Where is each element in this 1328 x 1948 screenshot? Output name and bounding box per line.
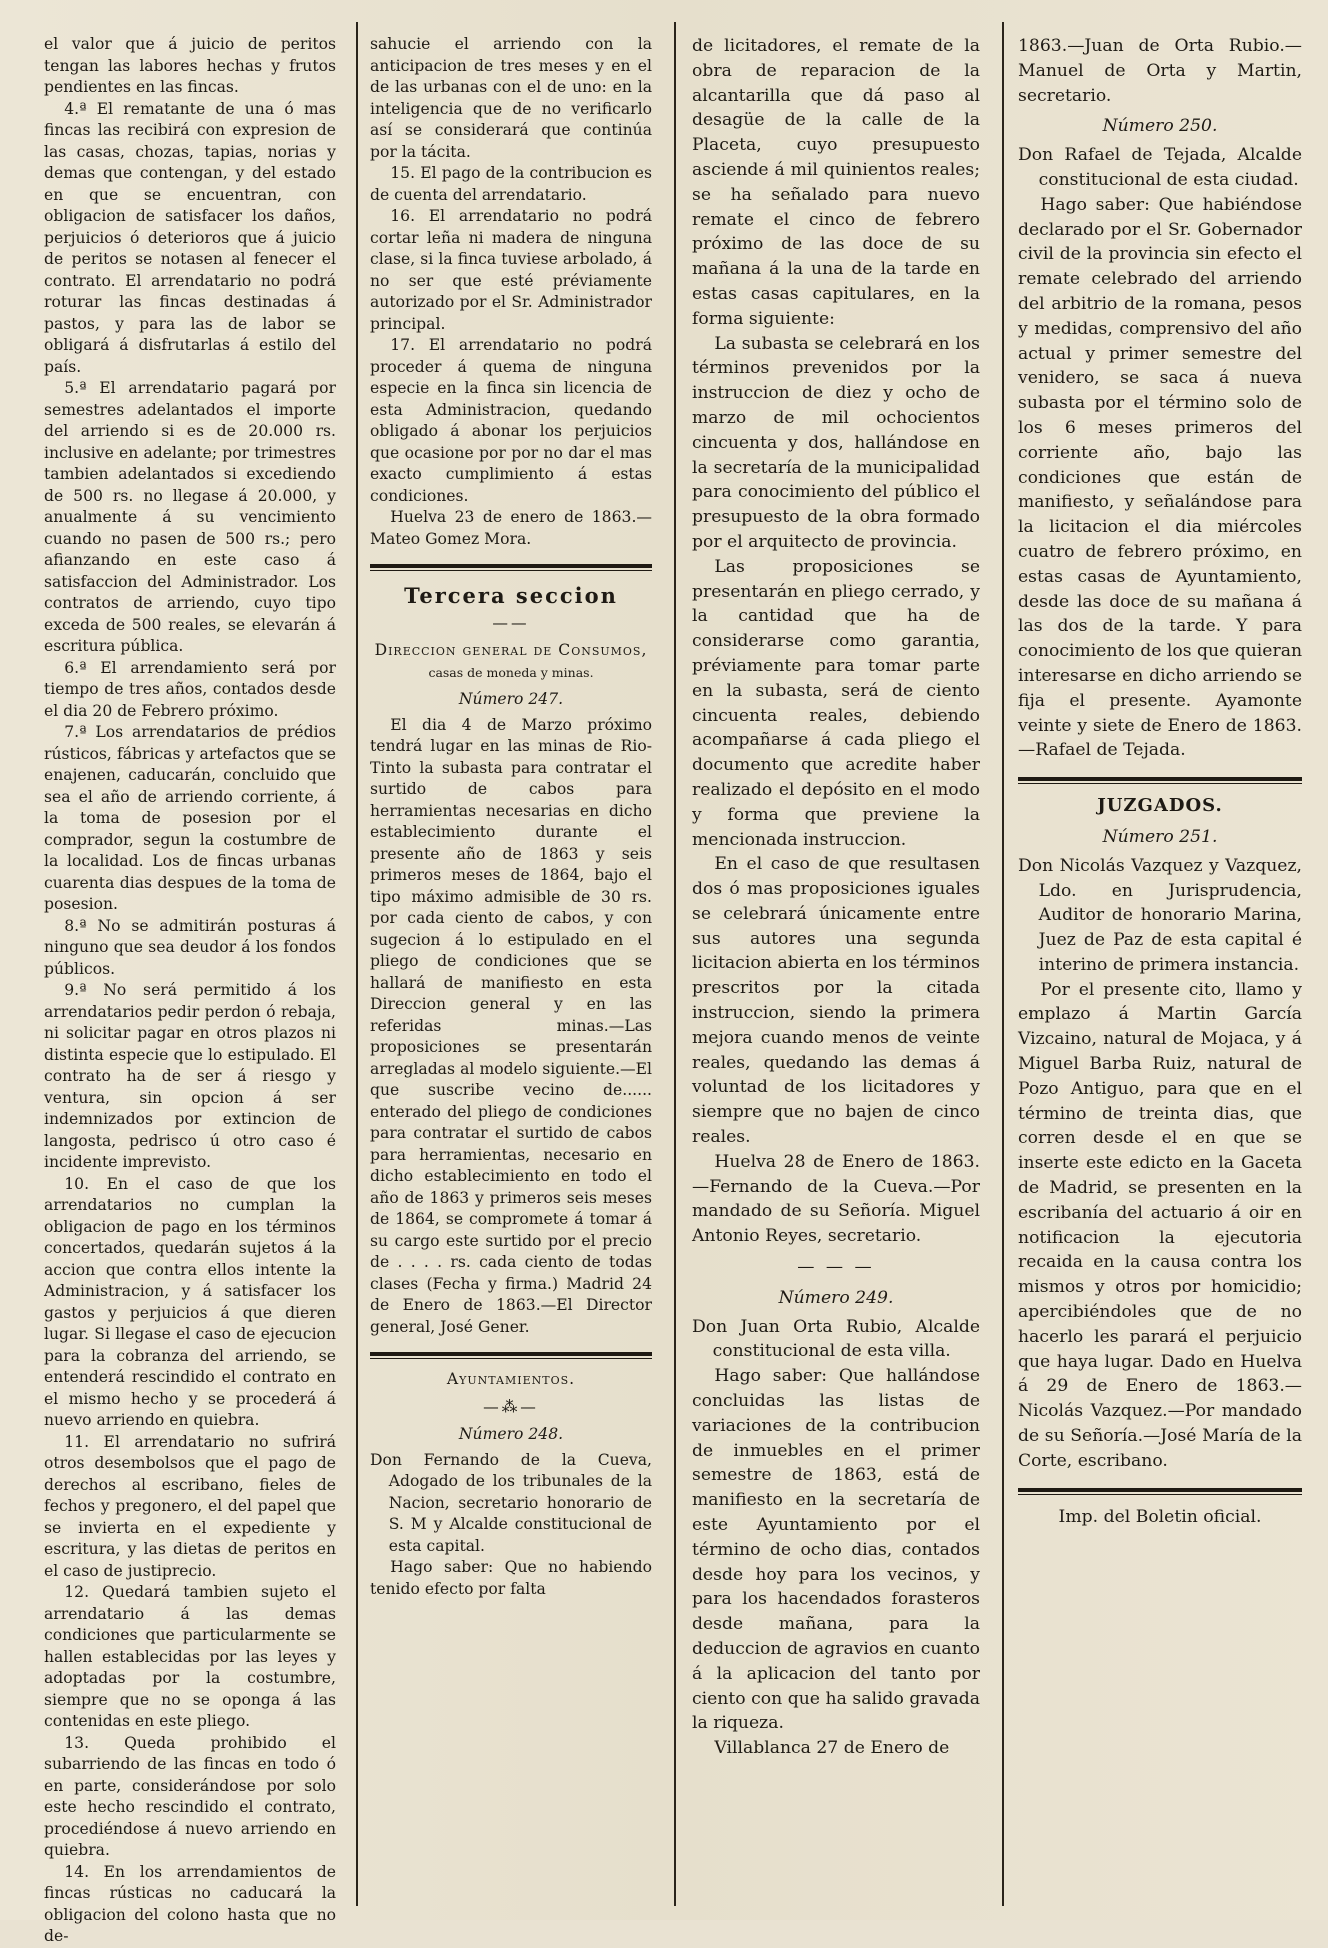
paragraph: 10. En el caso de que los arrendatarios no cumplan la obligacion de pago en los términos concertados, quedarán sujetos á la accion que contra ellos intente la Administracion, y á satisfacer los gastos y perjuicios á que dieren lugar. Si llegase el caso de ejecucion para la cobranza del arriendo, se entenderá rescindido el contrato en el mismo hecho y se procederá á nuevo arriendo en quiebra.: [44, 1174, 336, 1429]
section-divider: [370, 1358, 652, 1359]
notice-number: Número 251.: [1102, 826, 1218, 847]
notice-intro: Don Juan Orta Rubio, Alcalde constitucional de esta villa.: [692, 1316, 980, 1362]
column-rule: [1002, 22, 1004, 1906]
paragraph: Hago saber: Que hallándose concluidas las listas de variaciones de la contribucion de inmuebles en el primer semestre de 1863, está de manifiesto en la secretaría de este Ayuntamiento por el término de ocho dias, contados desde hoy para los vecinos, y para los hacendados forasteros desde mañana, para la deduccion de agravios en cuanto á la aplicacion del tanto por ciento con que ha salido gravada la riqueza.: [692, 1366, 980, 1734]
paragraph: La subasta se celebrará en los términos prevenidos por la instruccion de diez y ocho de marzo de mil ochocientos cincuenta y dos, hallándose en la secretaría de la municipalidad para conocimiento del público el presupuesto de la obra formado por el arquitecto de provincia.: [692, 333, 980, 552]
paragraph: Las proposiciones se presentarán en pliego cerrado, y la cantidad que ha de considerarse como garantia, préviamente para tomar parte en la subasta, será de ciento cincuenta reales, debiendo acompañarse á cada pliego el documento que acredite haber realizado el depósito en el modo y forma que previene la mencionada instruccion.: [692, 556, 980, 850]
column-4: [1018, 34, 1302, 1900]
paragraph: 14. En los arrendamientos de fincas rústicas no caducará la obligacion del colono hasta que no de-: [44, 1862, 336, 1945]
paragraph: 15. El pago de la contribucion es de cuenta del arrendatario.: [370, 164, 652, 204]
paragraph: Por el presente cito, llamo y emplazo á Martin García Vizcaino, natural de Mojaca, y á Miguel Barba Ruiz, natural de Pozo Antiguo, para que en el término de treinta dias, que corren desde el en que se inserte este edicto en la Gaceta de Madrid, se presenten en la escribanía del actuario á oir en notificacion la ejecutoria recaida en la causa contra los mismos y otros por homicidio; apercibiéndoles que de no hacerlo les parará el perjuicio que haya lugar. Dado en Huelva á 29 de Enero de 1863.—Nicolás Vazquez.—Por mandado de su Señoría.—José María de la Corte, escribano.: [1018, 979, 1302, 1471]
paragraph: 6.ª El arrendamiento será por tiempo de tres años, contados desde el dia 20 de Febrero próximo.: [44, 658, 336, 720]
paragraph: 9.ª No será permitido á los arrendatarios pedir perdon ó rebaja, ni solicitar pagar en otros plazos ni distinta especie que lo estipulado. El contrato ha de ser á riesgo y ventura, sin opcion á ser indemnizados por extincion de langosta, pedrisco ú otro caso é incidente imprevisto.: [44, 981, 336, 1171]
paragraph: 12. Quedará tambien sujeto el arrendatario á las demas condiciones que particularmente se hallen establecidas por las leyes y adoptadas por la costumbre, siempre que no se oponga á las contenidas en este pliego.: [44, 1583, 336, 1730]
section-divider: [1018, 1488, 1302, 1492]
section-heading: JUZGADOS.: [1097, 795, 1223, 817]
signature: 1863.—Juan de Orta Rubio.—Manuel de Orta y Martin, secretario.: [1018, 36, 1302, 106]
section-divider: [370, 564, 652, 568]
notice-number: Número 248.: [458, 1425, 564, 1443]
paragraph: 16. El arrendatario no podrá cortar leña ni madera de ninguna clase, si la finca tuviese arbolado, á no ser que esté préviamente autorizado por el Sr. Administrador principal.: [370, 207, 652, 333]
column-1: [44, 34, 336, 1945]
signature: Huelva 28 de Enero de 1863.—Fernando de la Cueva.—Por mandado de su Señoría. Miguel Antonio Reyes, secretario.: [692, 1151, 980, 1247]
paragraph: 8.ª No se admitirán posturas á ninguno que sea deudor á los fondos públicos.: [44, 916, 336, 978]
paragraph: el valor que á juicio de peritos tengan las labores hechas y frutos pendientes en las fincas.: [44, 35, 336, 96]
paragraph: 4.ª El rematante de una ó mas fincas las recibirá con expresion de las casas, chozas, tapias, norias y demas que contengan, y del estado en que se encuentran, con obligacion de satisfacer los daños, perjuicios ó deterioros que á juicio de peritos se notasen al fenecer el contrato. El arrendatario no podrá roturar las fincas destinadas á pastos, y para las de labor se obligará á disfrutarlas á estilo del país.: [44, 99, 336, 376]
column-2: [370, 34, 652, 1900]
notice-number: Número 250.: [1102, 116, 1218, 137]
department-subheading: casas de moneda y minas.: [428, 664, 594, 680]
imprint: Imp. del Boletin oficial.: [1058, 1506, 1262, 1527]
section-divider: [1018, 777, 1302, 781]
section-divider: [1018, 783, 1302, 784]
notice-intro: Don Rafael de Tejada, Alcalde constitucional de esta ciudad.: [1018, 145, 1302, 190]
paragraph: sahucie el arriendo con la anticipacion de tres meses y en el de las urbanas con el de uno: en la inteligencia que de no verificarlo así se considerará que continúa por la tácita.: [370, 35, 652, 161]
notice-intro: Don Fernando de la Cueva, Adogado de los tribunales de la Nacion, secretario honorario de S. M y Alcalde constitucional de esta capital.: [370, 1450, 652, 1555]
paragraph: El dia 4 de Marzo próximo tendrá lugar en las minas de Rio-Tinto la subasta para contratar el surtido de cabos para herramientas necesarias en dicho establecimiento durante el presente año de 1863 y seis primeros meses de 1864, bajo el tipo máximo admisible de 30 rs. por cada ciento de cabos, y con sugecion á lo estipulado en el pliego de condiciones que se hallará de manifiesto en esta Direccion general y en las referidas minas.—Las proposiciones se presentarán arregladas al modelo siguiente.—El que suscribe vecino de...... enterado del pliego de condiciones para contratar el surtido de cabos para herramientas, necesario en dicho establecimiento en todo el año de 1863 y primeros seis meses de 1864, se compromete á tomar á su cargo este surtido por el precio de . . . . rs. cada ciento de todas clases (Fecha y firma.) Madrid 24 de Enero de 1863.—El Director general, José Gener.: [370, 715, 652, 1336]
notice-number: Número 247.: [458, 690, 564, 708]
paragraph: 13. Queda prohibido el subarriendo de las fincas en todo ó en parte, considerándose por solo este hecho rescindido el contrato, procediéndose á nuevo arriendo en quiebra.: [44, 1733, 336, 1859]
notice-intro: Don Nicolás Vazquez y Vazquez, Ldo. en Jurisprudencia, Auditor de honorario Marina, Juez de Paz de esta capital é interino de primera instancia.: [1018, 855, 1302, 975]
signature: Villablanca 27 de Enero de: [714, 1738, 950, 1759]
department-heading: Direccion general de Consumos,: [374, 641, 648, 659]
ornament-dash: — — —: [797, 1257, 875, 1278]
ornament-dash: ——: [492, 613, 530, 632]
section-divider: [370, 570, 652, 571]
ornament-dash: —⁂—: [483, 1397, 539, 1416]
paragraph: En el caso de que resultasen dos ó mas proposiciones iguales se celebrará únicamente entre sus autores una segunda licitacion abierta en los términos prescritos por la citada instruccion, siendo la primera mejora cuando menos de veinte reales, quedando las demas á voluntad de los licitadores y siempre que no bajen de cinco reales.: [692, 854, 980, 1148]
paragraph: Hago saber: Que no habiendo tenido efecto por falta: [370, 1558, 652, 1598]
section-heading: Ayuntamientos.: [446, 1370, 576, 1388]
paragraph: de licitadores, el remate de la obra de reparacion de la alcantarilla que dá paso al desagüe de la calle de la Placeta, cuyo presupuesto asciende á mil quinientos reales; se ha señalado para nuevo remate el cinco de febrero próximo de las doce de su mañana á la una de la tarde en estas casas capitulares, en la forma siguiente:: [692, 36, 980, 329]
signature: Huelva 23 de enero de 1863.—Mateo Gomez Mora.: [370, 508, 652, 548]
paragraph: Hago saber: Que habiéndose declarado por el Sr. Gobernador civil de la provincia sin efecto el remate celebrado del arriendo del arbitrio de la romana, pesos y medidas, comprensivo del año actual y primer semestre del venidero, se saca á nueva subasta por el término solo de los 6 meses primeros del corriente año, bajo las condiciones que están de manifiesto, y señalándose para la licitacion el dia miércoles cuatro de febrero próximo, en estas casas de Ayuntamiento, desde las doce de su mañana á las dos de la tarde. Y para conocimiento de los que quieran interesarse en dicho arriendo se fija el presente. Ayamonte veinte y siete de Enero de 1863.—Rafael de Tejada.: [1018, 194, 1303, 761]
notice-number: Número 249.: [778, 1287, 894, 1308]
paragraph: 7.ª Los arrendatarios de prédios rústicos, fábricas y artefactos que se enajenen, caducarán, concluido que sea el año de arriendo corriente, á la toma de posesion por el comprador, segun la costumbre de la localidad. Los de fincas urbanas cuarenta dias despues de la toma de posesion.: [44, 723, 336, 913]
column-rule: [674, 22, 676, 1906]
section-divider: [1018, 1494, 1302, 1495]
paragraph: 17. El arrendatario no podrá proceder á quema de ninguna especie en la finca sin licencia de esta Administracion, quedando obligado á abonar los perjuicios que ocasione por por no dar el mas exacto cumplimiento á estas condiciones.: [370, 336, 652, 505]
section-title: Tercera seccion: [404, 583, 618, 608]
paragraph: 5.ª El arrendatario pagará por semestres adelantados el importe del arriendo si es de 20.000 rs. inclusive en adelante; por trimestres tambien adelantados si excediendo de 500 rs. no llegase á 20.000, y anualmente á su vencimiento cuando no pasen de 500 rs.; pero afianzando en este caso á satisfaccion del Administrador. Los contratos de arriendo, cuyo tipo exceda de 500 reales, se elevarán á escritura pública.: [44, 379, 336, 655]
column-rule: [356, 22, 358, 1906]
paragraph: 11. El arrendatario no sufrirá otros desembolsos que el pago de derechos al escribano, fieles de fechos y pregonero, el del papel que se invierta en el expediente y escritura, y las dietas de peritos en el caso de justiprecio.: [44, 1432, 336, 1580]
section-divider: [370, 1352, 652, 1356]
column-3: [692, 34, 980, 1900]
